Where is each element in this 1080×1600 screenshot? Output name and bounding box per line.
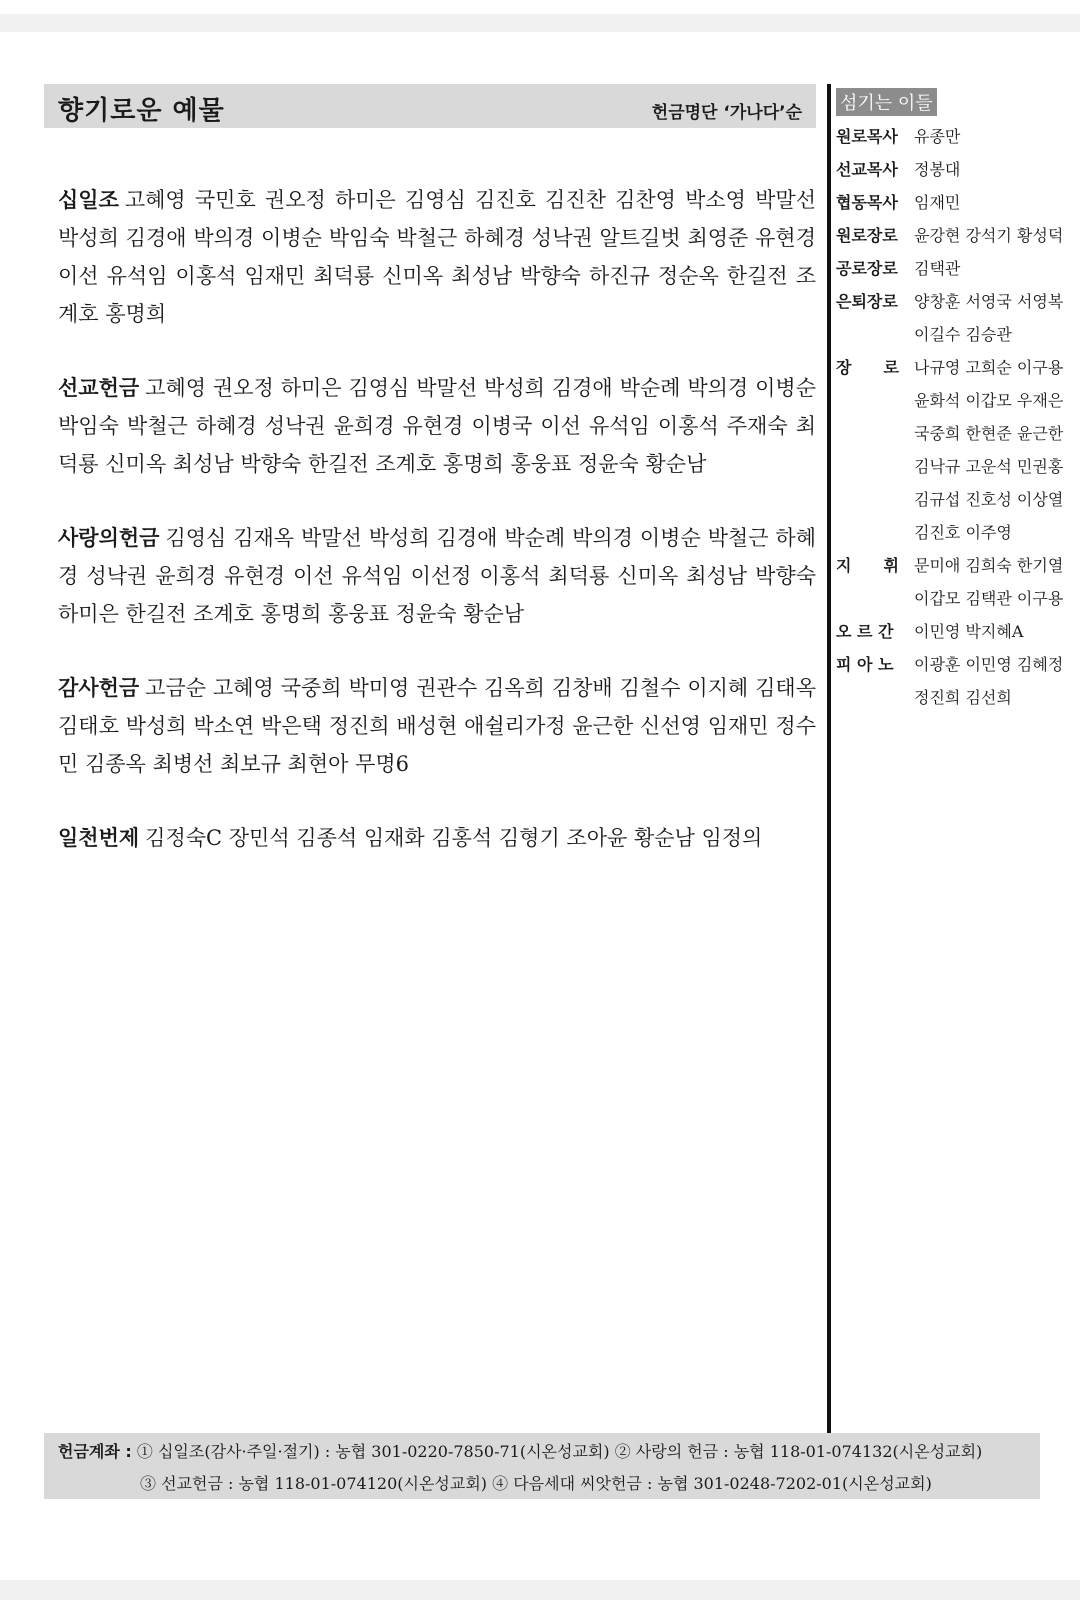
offering-names: 고금순 고혜영 국중희 박미영 권관수 김옥희 김창배 김철수 이지혜 김태옥 김태호 박성희 박소연 박은택 정진희 배성현 애쉴리가정 윤근한 신선영 임재민 정수민 김종옥 최병선 최보규 최현아 무명6 [58, 676, 816, 776]
offering-label: 일천번제 [58, 826, 140, 850]
role-label: 협동목사 [836, 193, 898, 212]
role-row [836, 615, 1076, 648]
offering-label: 선교헌금 [58, 376, 140, 400]
role-label: 원로목사 [836, 127, 898, 146]
page-subtitle: 헌금명단 ‘가나다’순 [651, 103, 802, 123]
offering-thousand [58, 819, 816, 857]
account-footer [44, 1433, 1040, 1499]
bottom-band [0, 1580, 1080, 1600]
account-text-1: ① 십일조(감사·주일·절기) : 농협 301-0220-7850-71(시온성교회) ② 사랑의 헌금 : 농협 118-01-074132(시온성교회) [136, 1442, 983, 1461]
role-names: 양창훈 서영국 서영복 이길수 김승관 [914, 292, 1064, 344]
top-band [0, 14, 1080, 32]
role-names: 문미애 김희숙 한기열 이갑모 김택관 이구용 [914, 556, 1064, 608]
role-label: 선교목사 [836, 160, 898, 179]
role-label: 장 로 [836, 358, 899, 377]
sidebar [836, 88, 1076, 714]
account-line-1 [58, 1439, 982, 1462]
role-label: 은퇴장로 [836, 292, 898, 311]
role-row [836, 120, 1076, 153]
role-names: 정봉대 [914, 160, 961, 179]
role-label: 오 르 간 [836, 622, 894, 641]
role-names: 김택관 [914, 259, 961, 278]
sidebar-title: 섬기는 이들 [836, 88, 937, 116]
offering-names: 고혜영 권오정 하미은 김영심 박말선 박성희 김경애 박순례 박의경 이병순 박임숙 박철근 하혜경 성낙권 윤희경 유현경 이병국 이선 유석임 이홍석 주재숙 최덕룡 신미옥 최성남 박향숙 한길전 조계호 홍명희 홍웅표 정윤숙 황순남 [58, 376, 816, 476]
offering-names: 김정숙C 장민석 김종석 임재화 김홍석 김형기 조아윤 황순남 임정의 [145, 826, 763, 850]
offering-names: 고혜영 국민호 권오정 하미은 김영심 김진호 김진찬 김찬영 박소영 박말선 박성희 김경애 박의경 이병순 박임숙 박철근 하혜경 성낙권 알트길벗 최영준 유현경 이선 유석임 이홍석 임재민 최덕룡 신미옥 최성남 박향숙 하진규 정순옥 한길전 조계호 홍명희 [58, 188, 816, 326]
role-row [836, 351, 1076, 549]
role-names: 이민영 박지혜A [914, 622, 1024, 641]
role-row [836, 648, 1076, 714]
account-text-2: ③ 선교헌금 : 농협 118-01-074120(시온성교회) ④ 다음세대 씨앗헌금 : 농협 301-0248-7202-01(시온성교회) [140, 1474, 932, 1493]
role-names: 이광훈 이민영 김혜정 정진희 김선희 [914, 655, 1064, 707]
account-line-2 [140, 1471, 932, 1494]
role-names: 나규영 고희순 이구용 윤화석 이갑모 우재은 국중희 한현준 윤근한 김낙규 고운석 민권홍 김규섭 진호성 이상열 김진호 이주영 [914, 358, 1064, 542]
offering-mission [58, 369, 816, 483]
role-names: 윤강현 강석기 황성덕 [914, 226, 1064, 245]
page-title: 향기로운 예물 [58, 96, 225, 126]
offering-label: 사랑의헌금 [58, 526, 160, 550]
role-label: 지 휘 [836, 556, 899, 575]
role-label: 원로장로 [836, 226, 898, 245]
offering-label: 감사헌금 [58, 676, 140, 700]
role-row [836, 252, 1076, 285]
offering-tithe [58, 181, 816, 333]
column-divider [827, 84, 831, 1434]
role-label: 피 아 노 [836, 655, 894, 674]
role-names: 유종만 [914, 127, 961, 146]
offering-label: 십일조 [58, 188, 119, 212]
role-row [836, 549, 1076, 615]
title-bar [44, 84, 816, 128]
role-row [836, 219, 1076, 252]
role-names: 임재민 [914, 193, 961, 212]
offering-names: 김영심 김재옥 박말선 박성희 김경애 박순례 박의경 이병순 박철근 하혜경 성낙권 윤희경 유현경 이선 유석임 이선정 이홍석 최덕룡 신미옥 최성남 박향숙 하미은 한길전 조계호 홍명희 홍웅표 정윤숙 황순남 [58, 526, 816, 626]
role-row [836, 153, 1076, 186]
role-row [836, 285, 1076, 351]
offering-list [58, 181, 816, 893]
offering-thanks [58, 669, 816, 783]
offering-love [58, 519, 816, 633]
role-label: 공로장로 [836, 259, 898, 278]
role-row [836, 186, 1076, 219]
account-label: 헌금계좌 : [58, 1442, 132, 1461]
